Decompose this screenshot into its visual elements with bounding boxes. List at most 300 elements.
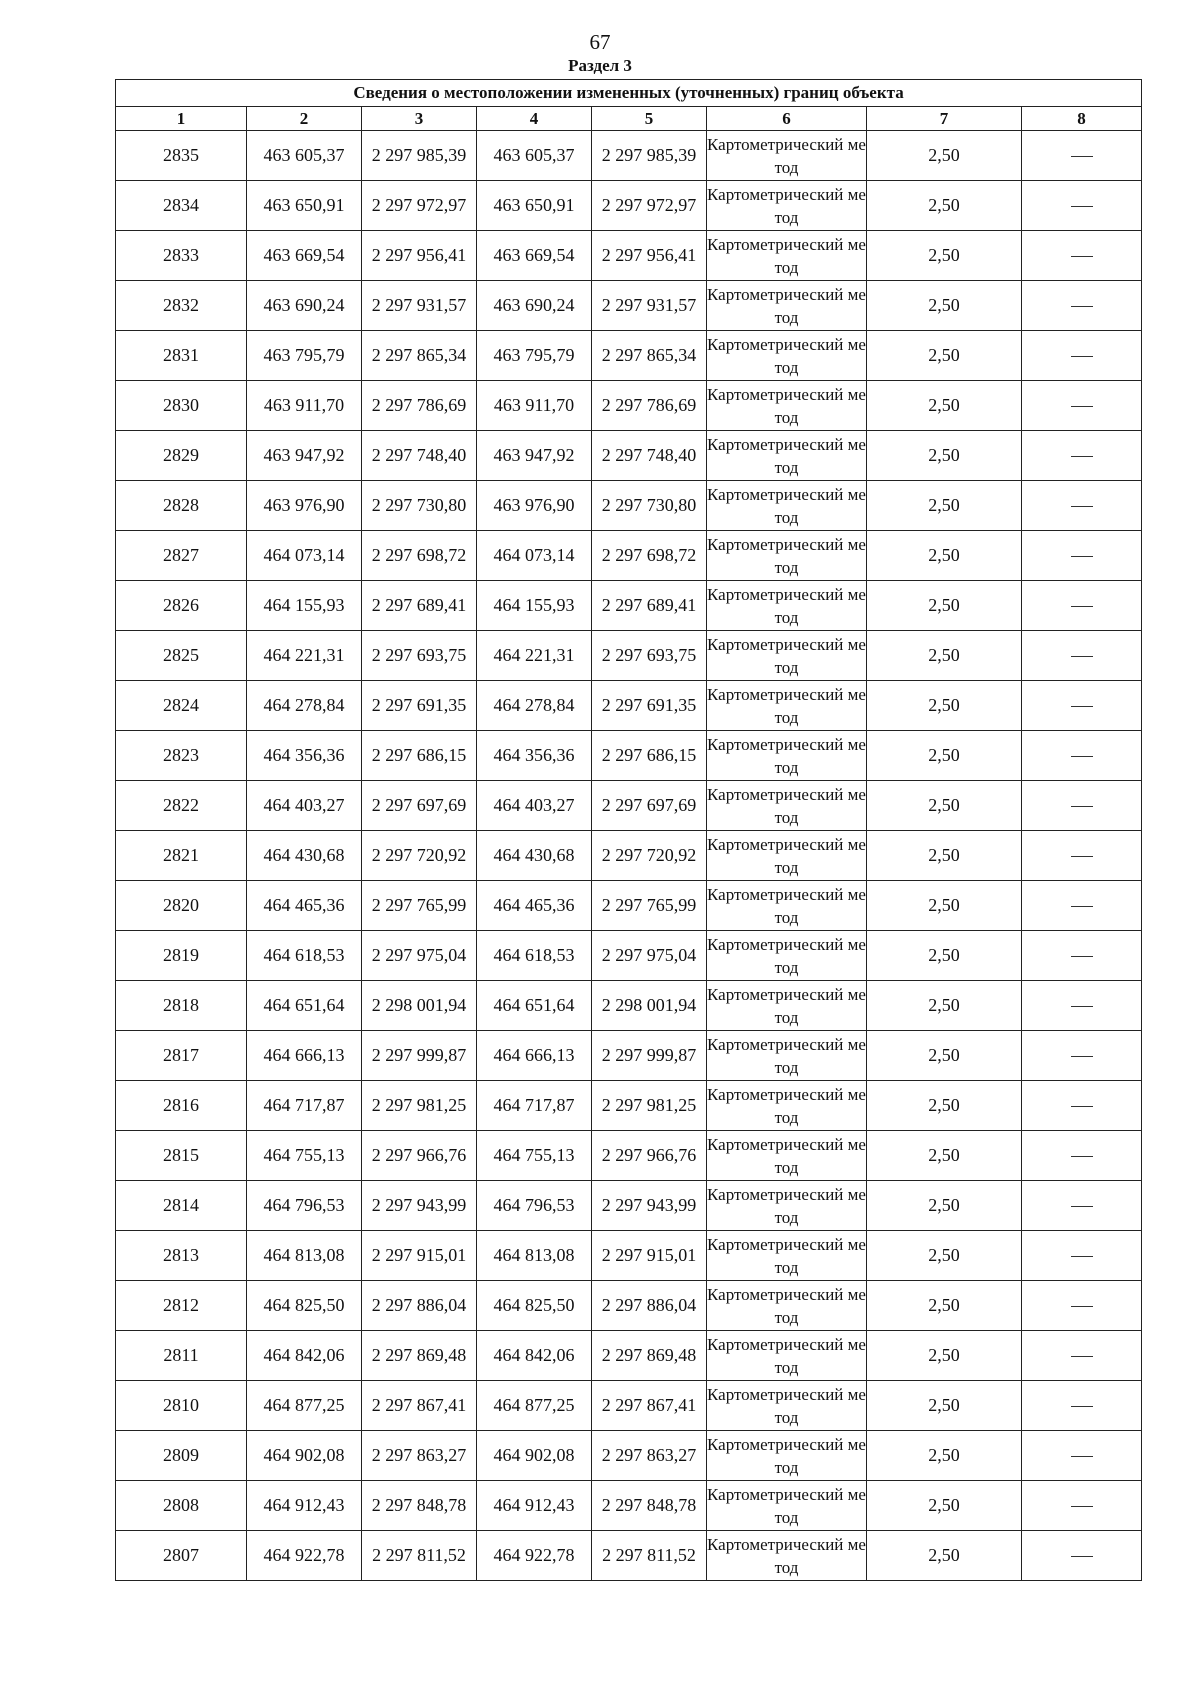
method-cell: Картометрический метод bbox=[707, 1331, 867, 1381]
method-cell: Картометрический метод bbox=[707, 1481, 867, 1531]
method-cell: Картометрический метод bbox=[707, 1081, 867, 1131]
x-refined-cell: 463 795,79 bbox=[477, 331, 592, 381]
point-number-cell: 2826 bbox=[116, 581, 247, 631]
method-cell: Картометрический метод bbox=[707, 1131, 867, 1181]
point-number-cell: 2833 bbox=[116, 231, 247, 281]
y-refined-cell: 2 297 730,80 bbox=[592, 481, 707, 531]
method-cell: Картометрический метод bbox=[707, 1281, 867, 1331]
dash-mark bbox=[1071, 306, 1093, 307]
method-cell: Картометрический метод bbox=[707, 431, 867, 481]
y-refined-cell: 2 297 869,48 bbox=[592, 1331, 707, 1381]
y-existing-cell: 2 297 999,87 bbox=[362, 1031, 477, 1081]
dash-mark bbox=[1071, 706, 1093, 707]
method-cell: Картометрический метод bbox=[707, 981, 867, 1031]
x-existing-cell: 463 911,70 bbox=[247, 381, 362, 431]
x-refined-cell: 464 813,08 bbox=[477, 1231, 592, 1281]
point-number-cell: 2808 bbox=[116, 1481, 247, 1531]
table-row bbox=[116, 1081, 1142, 1131]
column-number: 6 bbox=[707, 107, 867, 131]
table-row bbox=[116, 931, 1142, 981]
point-number-cell: 2807 bbox=[116, 1531, 247, 1581]
x-existing-cell: 464 155,93 bbox=[247, 581, 362, 631]
method-cell: Картометрический метод bbox=[707, 1231, 867, 1281]
y-existing-cell: 2 297 765,99 bbox=[362, 881, 477, 931]
y-existing-cell: 2 297 691,35 bbox=[362, 681, 477, 731]
x-existing-cell: 464 403,27 bbox=[247, 781, 362, 831]
x-existing-cell: 464 073,14 bbox=[247, 531, 362, 581]
point-number-cell: 2810 bbox=[116, 1381, 247, 1431]
note-cell bbox=[1022, 1531, 1142, 1581]
note-cell bbox=[1022, 381, 1142, 431]
y-existing-cell: 2 297 931,57 bbox=[362, 281, 477, 331]
method-cell: Картометрический метод bbox=[707, 481, 867, 531]
method-cell: Картометрический метод bbox=[707, 531, 867, 581]
column-number: 8 bbox=[1022, 107, 1142, 131]
y-refined-cell: 2 297 865,34 bbox=[592, 331, 707, 381]
x-existing-cell: 464 902,08 bbox=[247, 1431, 362, 1481]
y-existing-cell: 2 297 748,40 bbox=[362, 431, 477, 481]
x-refined-cell: 464 902,08 bbox=[477, 1431, 592, 1481]
x-existing-cell: 464 278,84 bbox=[247, 681, 362, 731]
y-existing-cell: 2 297 867,41 bbox=[362, 1381, 477, 1431]
dash-mark bbox=[1071, 956, 1093, 957]
dash-mark bbox=[1071, 1156, 1093, 1157]
column-number: 7 bbox=[867, 107, 1022, 131]
y-existing-cell: 2 297 863,27 bbox=[362, 1431, 477, 1481]
method-cell: Картометрический метод bbox=[707, 1031, 867, 1081]
accuracy-cell: 2,50 bbox=[867, 1081, 1022, 1131]
note-cell bbox=[1022, 1181, 1142, 1231]
accuracy-cell: 2,50 bbox=[867, 181, 1022, 231]
y-existing-cell: 2 297 966,76 bbox=[362, 1131, 477, 1181]
table-row bbox=[116, 781, 1142, 831]
dash-mark bbox=[1071, 656, 1093, 657]
y-refined-cell: 2 297 985,39 bbox=[592, 131, 707, 181]
dash-mark bbox=[1071, 256, 1093, 257]
table-row bbox=[116, 1331, 1142, 1381]
x-existing-cell: 464 877,25 bbox=[247, 1381, 362, 1431]
table-row bbox=[116, 631, 1142, 681]
y-refined-cell: 2 297 786,69 bbox=[592, 381, 707, 431]
note-cell bbox=[1022, 131, 1142, 181]
y-refined-cell: 2 297 691,35 bbox=[592, 681, 707, 731]
table-row bbox=[116, 1531, 1142, 1581]
y-refined-cell: 2 297 748,40 bbox=[592, 431, 707, 481]
note-cell bbox=[1022, 1481, 1142, 1531]
accuracy-cell: 2,50 bbox=[867, 881, 1022, 931]
y-existing-cell: 2 297 697,69 bbox=[362, 781, 477, 831]
x-refined-cell: 464 155,93 bbox=[477, 581, 592, 631]
note-cell bbox=[1022, 1131, 1142, 1181]
method-cell: Картометрический метод bbox=[707, 731, 867, 781]
y-refined-cell: 2 297 956,41 bbox=[592, 231, 707, 281]
y-refined-cell: 2 297 689,41 bbox=[592, 581, 707, 631]
accuracy-cell: 2,50 bbox=[867, 281, 1022, 331]
x-refined-cell: 464 651,64 bbox=[477, 981, 592, 1031]
accuracy-cell: 2,50 bbox=[867, 681, 1022, 731]
point-number-cell: 2824 bbox=[116, 681, 247, 731]
y-refined-cell: 2 297 867,41 bbox=[592, 1381, 707, 1431]
column-number: 3 bbox=[362, 107, 477, 131]
accuracy-cell: 2,50 bbox=[867, 1281, 1022, 1331]
y-existing-cell: 2 297 886,04 bbox=[362, 1281, 477, 1331]
table-row bbox=[116, 1131, 1142, 1181]
x-existing-cell: 464 813,08 bbox=[247, 1231, 362, 1281]
y-existing-cell: 2 297 981,25 bbox=[362, 1081, 477, 1131]
table-row bbox=[116, 331, 1142, 381]
y-refined-cell: 2 297 720,92 bbox=[592, 831, 707, 881]
accuracy-cell: 2,50 bbox=[867, 1531, 1022, 1581]
method-cell: Картометрический метод bbox=[707, 131, 867, 181]
x-refined-cell: 463 947,92 bbox=[477, 431, 592, 481]
point-number-cell: 2831 bbox=[116, 331, 247, 381]
x-refined-cell: 464 073,14 bbox=[477, 531, 592, 581]
x-existing-cell: 464 618,53 bbox=[247, 931, 362, 981]
y-existing-cell: 2 297 698,72 bbox=[362, 531, 477, 581]
y-refined-cell: 2 297 981,25 bbox=[592, 1081, 707, 1131]
accuracy-cell: 2,50 bbox=[867, 631, 1022, 681]
accuracy-cell: 2,50 bbox=[867, 1331, 1022, 1381]
y-existing-cell: 2 297 956,41 bbox=[362, 231, 477, 281]
y-refined-cell: 2 298 001,94 bbox=[592, 981, 707, 1031]
x-refined-cell: 464 912,43 bbox=[477, 1481, 592, 1531]
x-existing-cell: 464 922,78 bbox=[247, 1531, 362, 1581]
table-row bbox=[116, 481, 1142, 531]
y-existing-cell: 2 297 915,01 bbox=[362, 1231, 477, 1281]
point-number-cell: 2828 bbox=[116, 481, 247, 531]
dash-mark bbox=[1071, 406, 1093, 407]
method-cell: Картометрический метод bbox=[707, 1381, 867, 1431]
note-cell bbox=[1022, 1031, 1142, 1081]
table-row bbox=[116, 581, 1142, 631]
y-refined-cell: 2 297 931,57 bbox=[592, 281, 707, 331]
x-existing-cell: 464 356,36 bbox=[247, 731, 362, 781]
x-existing-cell: 464 651,64 bbox=[247, 981, 362, 1031]
y-refined-cell: 2 297 811,52 bbox=[592, 1531, 707, 1581]
y-refined-cell: 2 297 765,99 bbox=[592, 881, 707, 931]
note-cell bbox=[1022, 1231, 1142, 1281]
point-number-cell: 2829 bbox=[116, 431, 247, 481]
column-number: 2 bbox=[247, 107, 362, 131]
note-cell bbox=[1022, 531, 1142, 581]
table-row bbox=[116, 1231, 1142, 1281]
table-row bbox=[116, 981, 1142, 1031]
note-cell bbox=[1022, 1381, 1142, 1431]
y-refined-cell: 2 297 686,15 bbox=[592, 731, 707, 781]
note-cell bbox=[1022, 831, 1142, 881]
dash-mark bbox=[1071, 556, 1093, 557]
y-refined-cell: 2 297 886,04 bbox=[592, 1281, 707, 1331]
x-refined-cell: 463 976,90 bbox=[477, 481, 592, 531]
y-refined-cell: 2 297 863,27 bbox=[592, 1431, 707, 1481]
x-refined-cell: 463 650,91 bbox=[477, 181, 592, 231]
dash-mark bbox=[1071, 1106, 1093, 1107]
y-existing-cell: 2 297 985,39 bbox=[362, 131, 477, 181]
y-refined-cell: 2 297 966,76 bbox=[592, 1131, 707, 1181]
x-refined-cell: 464 465,36 bbox=[477, 881, 592, 931]
accuracy-cell: 2,50 bbox=[867, 131, 1022, 181]
x-existing-cell: 463 976,90 bbox=[247, 481, 362, 531]
accuracy-cell: 2,50 bbox=[867, 1381, 1022, 1431]
accuracy-cell: 2,50 bbox=[867, 1031, 1022, 1081]
point-number-cell: 2814 bbox=[116, 1181, 247, 1231]
dash-mark bbox=[1071, 606, 1093, 607]
note-cell bbox=[1022, 281, 1142, 331]
method-cell: Картометрический метод bbox=[707, 831, 867, 881]
accuracy-cell: 2,50 bbox=[867, 981, 1022, 1031]
dash-mark bbox=[1071, 906, 1093, 907]
method-cell: Картометрический метод bbox=[707, 581, 867, 631]
note-cell bbox=[1022, 331, 1142, 381]
x-refined-cell: 463 669,54 bbox=[477, 231, 592, 281]
x-existing-cell: 464 717,87 bbox=[247, 1081, 362, 1131]
note-cell bbox=[1022, 581, 1142, 631]
method-cell: Картометрический метод bbox=[707, 781, 867, 831]
table-row bbox=[116, 1181, 1142, 1231]
accuracy-cell: 2,50 bbox=[867, 1181, 1022, 1231]
y-refined-cell: 2 297 999,87 bbox=[592, 1031, 707, 1081]
table-row bbox=[116, 531, 1142, 581]
note-cell bbox=[1022, 431, 1142, 481]
note-cell bbox=[1022, 481, 1142, 531]
point-number-cell: 2819 bbox=[116, 931, 247, 981]
y-existing-cell: 2 297 720,92 bbox=[362, 831, 477, 881]
x-refined-cell: 463 911,70 bbox=[477, 381, 592, 431]
dash-mark bbox=[1071, 1456, 1093, 1457]
accuracy-cell: 2,50 bbox=[867, 481, 1022, 531]
accuracy-cell: 2,50 bbox=[867, 531, 1022, 581]
dash-mark bbox=[1071, 156, 1093, 157]
x-refined-cell: 464 922,78 bbox=[477, 1531, 592, 1581]
y-existing-cell: 2 297 730,80 bbox=[362, 481, 477, 531]
y-refined-cell: 2 297 698,72 bbox=[592, 531, 707, 581]
point-number-cell: 2813 bbox=[116, 1231, 247, 1281]
y-existing-cell: 2 297 869,48 bbox=[362, 1331, 477, 1381]
x-refined-cell: 464 221,31 bbox=[477, 631, 592, 681]
method-cell: Картометрический метод bbox=[707, 281, 867, 331]
method-cell: Картометрический метод bbox=[707, 381, 867, 431]
point-number-cell: 2835 bbox=[116, 131, 247, 181]
x-refined-cell: 464 356,36 bbox=[477, 731, 592, 781]
table-row bbox=[116, 381, 1142, 431]
dash-mark bbox=[1071, 856, 1093, 857]
y-existing-cell: 2 297 972,97 bbox=[362, 181, 477, 231]
y-refined-cell: 2 297 693,75 bbox=[592, 631, 707, 681]
accuracy-cell: 2,50 bbox=[867, 1131, 1022, 1181]
note-cell bbox=[1022, 1081, 1142, 1131]
accuracy-cell: 2,50 bbox=[867, 731, 1022, 781]
x-existing-cell: 464 430,68 bbox=[247, 831, 362, 881]
x-refined-cell: 464 618,53 bbox=[477, 931, 592, 981]
dash-mark bbox=[1071, 1506, 1093, 1507]
dash-mark bbox=[1071, 1206, 1093, 1207]
dash-mark bbox=[1071, 1056, 1093, 1057]
method-cell: Картометрический метод bbox=[707, 181, 867, 231]
dash-mark bbox=[1071, 1256, 1093, 1257]
point-number-cell: 2809 bbox=[116, 1431, 247, 1481]
point-number-cell: 2832 bbox=[116, 281, 247, 331]
x-refined-cell: 464 842,06 bbox=[477, 1331, 592, 1381]
method-cell: Картометрический метод bbox=[707, 1181, 867, 1231]
y-existing-cell: 2 297 848,78 bbox=[362, 1481, 477, 1531]
note-cell bbox=[1022, 181, 1142, 231]
point-number-cell: 2825 bbox=[116, 631, 247, 681]
y-existing-cell: 2 297 786,69 bbox=[362, 381, 477, 431]
y-refined-cell: 2 297 972,97 bbox=[592, 181, 707, 231]
point-number-cell: 2811 bbox=[116, 1331, 247, 1381]
method-cell: Картометрический метод bbox=[707, 331, 867, 381]
dash-mark bbox=[1071, 506, 1093, 507]
dash-mark bbox=[1071, 756, 1093, 757]
dash-mark bbox=[1071, 1406, 1093, 1407]
y-refined-cell: 2 297 697,69 bbox=[592, 781, 707, 831]
note-cell bbox=[1022, 1431, 1142, 1481]
x-existing-cell: 463 650,91 bbox=[247, 181, 362, 231]
table-caption: Сведения о местоположении измененных (уточненных) границ объекта bbox=[116, 80, 1142, 107]
accuracy-cell: 2,50 bbox=[867, 381, 1022, 431]
x-existing-cell: 463 947,92 bbox=[247, 431, 362, 481]
point-number-cell: 2817 bbox=[116, 1031, 247, 1081]
point-number-cell: 2820 bbox=[116, 881, 247, 931]
dash-mark bbox=[1071, 1006, 1093, 1007]
table-body bbox=[116, 131, 1142, 1581]
point-number-cell: 2816 bbox=[116, 1081, 247, 1131]
note-cell bbox=[1022, 781, 1142, 831]
accuracy-cell: 2,50 bbox=[867, 431, 1022, 481]
column-number: 4 bbox=[477, 107, 592, 131]
x-existing-cell: 464 912,43 bbox=[247, 1481, 362, 1531]
accuracy-cell: 2,50 bbox=[867, 1481, 1022, 1531]
accuracy-cell: 2,50 bbox=[867, 581, 1022, 631]
x-existing-cell: 463 669,54 bbox=[247, 231, 362, 281]
x-refined-cell: 464 877,25 bbox=[477, 1381, 592, 1431]
y-refined-cell: 2 297 943,99 bbox=[592, 1181, 707, 1231]
x-refined-cell: 463 690,24 bbox=[477, 281, 592, 331]
dash-mark bbox=[1071, 206, 1093, 207]
dash-mark bbox=[1071, 1556, 1093, 1557]
x-refined-cell: 464 666,13 bbox=[477, 1031, 592, 1081]
table-row bbox=[116, 181, 1142, 231]
method-cell: Картометрический метод bbox=[707, 931, 867, 981]
x-existing-cell: 463 690,24 bbox=[247, 281, 362, 331]
x-refined-cell: 464 717,87 bbox=[477, 1081, 592, 1131]
point-number-cell: 2821 bbox=[116, 831, 247, 881]
note-cell bbox=[1022, 631, 1142, 681]
point-number-cell: 2823 bbox=[116, 731, 247, 781]
column-number: 5 bbox=[592, 107, 707, 131]
y-existing-cell: 2 297 943,99 bbox=[362, 1181, 477, 1231]
y-refined-cell: 2 297 848,78 bbox=[592, 1481, 707, 1531]
note-cell bbox=[1022, 881, 1142, 931]
dash-mark bbox=[1071, 1356, 1093, 1357]
x-existing-cell: 464 825,50 bbox=[247, 1281, 362, 1331]
dash-mark bbox=[1071, 806, 1093, 807]
point-number-cell: 2822 bbox=[116, 781, 247, 831]
point-number-cell: 2827 bbox=[116, 531, 247, 581]
dash-mark bbox=[1071, 1306, 1093, 1307]
x-existing-cell: 464 465,36 bbox=[247, 881, 362, 931]
point-number-cell: 2834 bbox=[116, 181, 247, 231]
accuracy-cell: 2,50 bbox=[867, 931, 1022, 981]
accuracy-cell: 2,50 bbox=[867, 781, 1022, 831]
dash-mark bbox=[1071, 356, 1093, 357]
method-cell: Картометрический метод bbox=[707, 631, 867, 681]
table-row bbox=[116, 281, 1142, 331]
accuracy-cell: 2,50 bbox=[867, 231, 1022, 281]
note-cell bbox=[1022, 1331, 1142, 1381]
x-existing-cell: 463 605,37 bbox=[247, 131, 362, 181]
column-number: 1 bbox=[116, 107, 247, 131]
x-refined-cell: 464 825,50 bbox=[477, 1281, 592, 1331]
table-row bbox=[116, 1031, 1142, 1081]
table-caption-row bbox=[116, 80, 1142, 107]
accuracy-cell: 2,50 bbox=[867, 1431, 1022, 1481]
point-number-cell: 2830 bbox=[116, 381, 247, 431]
accuracy-cell: 2,50 bbox=[867, 1231, 1022, 1281]
note-cell bbox=[1022, 231, 1142, 281]
method-cell: Картометрический метод bbox=[707, 1431, 867, 1481]
dash-mark bbox=[1071, 456, 1093, 457]
method-cell: Картометрический метод bbox=[707, 681, 867, 731]
section-title: Раздел 3 bbox=[568, 56, 632, 75]
y-existing-cell: 2 297 693,75 bbox=[362, 631, 477, 681]
table-row bbox=[116, 831, 1142, 881]
y-existing-cell: 2 297 975,04 bbox=[362, 931, 477, 981]
note-cell bbox=[1022, 981, 1142, 1031]
y-refined-cell: 2 297 975,04 bbox=[592, 931, 707, 981]
page-number: 67 bbox=[589, 30, 611, 54]
table-row bbox=[116, 731, 1142, 781]
x-refined-cell: 464 278,84 bbox=[477, 681, 592, 731]
y-existing-cell: 2 298 001,94 bbox=[362, 981, 477, 1031]
x-existing-cell: 463 795,79 bbox=[247, 331, 362, 381]
x-existing-cell: 464 221,31 bbox=[247, 631, 362, 681]
x-existing-cell: 464 666,13 bbox=[247, 1031, 362, 1081]
note-cell bbox=[1022, 931, 1142, 981]
column-number-row bbox=[116, 107, 1142, 131]
point-number-cell: 2818 bbox=[116, 981, 247, 1031]
point-number-cell: 2815 bbox=[116, 1131, 247, 1181]
boundary-coordinates-table bbox=[115, 79, 1142, 1581]
method-cell: Картометрический метод bbox=[707, 1531, 867, 1581]
x-existing-cell: 464 755,13 bbox=[247, 1131, 362, 1181]
table-row bbox=[116, 1481, 1142, 1531]
table-row bbox=[116, 431, 1142, 481]
y-existing-cell: 2 297 689,41 bbox=[362, 581, 477, 631]
table-row bbox=[116, 131, 1142, 181]
x-refined-cell: 464 755,13 bbox=[477, 1131, 592, 1181]
accuracy-cell: 2,50 bbox=[867, 831, 1022, 881]
table-row bbox=[116, 1431, 1142, 1481]
table-row bbox=[116, 881, 1142, 931]
table-row bbox=[116, 1381, 1142, 1431]
accuracy-cell: 2,50 bbox=[867, 331, 1022, 381]
y-existing-cell: 2 297 811,52 bbox=[362, 1531, 477, 1581]
x-refined-cell: 464 430,68 bbox=[477, 831, 592, 881]
x-existing-cell: 464 842,06 bbox=[247, 1331, 362, 1381]
table-row bbox=[116, 681, 1142, 731]
y-existing-cell: 2 297 865,34 bbox=[362, 331, 477, 381]
table-row bbox=[116, 1281, 1142, 1331]
note-cell bbox=[1022, 681, 1142, 731]
y-refined-cell: 2 297 915,01 bbox=[592, 1231, 707, 1281]
x-refined-cell: 464 796,53 bbox=[477, 1181, 592, 1231]
y-existing-cell: 2 297 686,15 bbox=[362, 731, 477, 781]
x-existing-cell: 464 796,53 bbox=[247, 1181, 362, 1231]
method-cell: Картометрический метод bbox=[707, 881, 867, 931]
method-cell: Картометрический метод bbox=[707, 231, 867, 281]
x-refined-cell: 463 605,37 bbox=[477, 131, 592, 181]
